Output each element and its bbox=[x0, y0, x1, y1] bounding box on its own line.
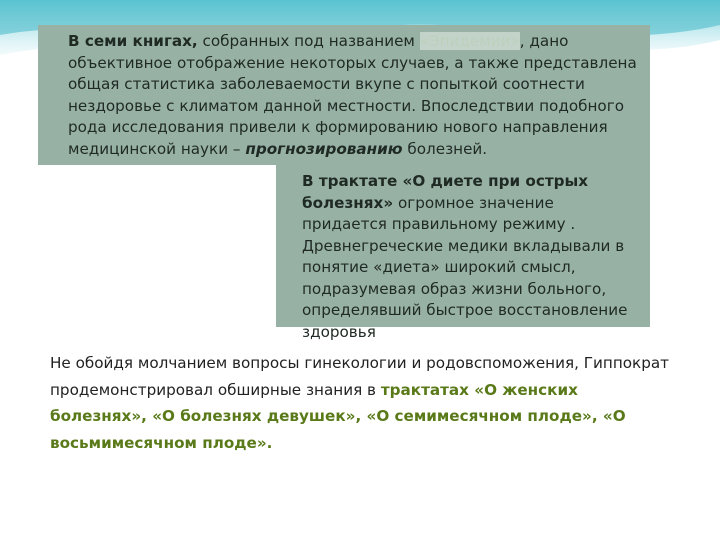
paragraph1-highlight: «Эпидемии» bbox=[419, 32, 520, 50]
paragraph1-text-c: болезней. bbox=[402, 139, 488, 158]
paragraph1-text-a: собранных под названием bbox=[197, 32, 420, 50]
paragraph2-lead: В трактате «О диете при острых болезнях» bbox=[302, 172, 589, 212]
paragraph1-text-b: , дано объективное отображение некоторых случаев, а также представлена общая статистика заболеваемости вкупе с попыткой соотнести нездоровье с климатом данной местности. Впоследствии подобного рода исследования привели к формированию нового направления медицинской науки – bbox=[68, 32, 637, 158]
paragraph-box-epidemics bbox=[38, 25, 650, 165]
paragraph2-text: огромное значение придается правильному режиму . Древнегреческие медики вкладывали в понятие «диета» широкий смысл, подразумевая образ жизни больного, определявший быстрое восстановление здоровья bbox=[302, 193, 628, 341]
paragraph3-text: Не обойдя молчанием вопросы гинекологии и родовспоможения, Гиппократ продемонстрировал обширные знания в bbox=[50, 354, 670, 399]
paragraph3-treatises: трактатах «О женских болезнях», «О болезнях девушек», «О семимесячном плоде», «О восьмимесячном плоде». bbox=[50, 380, 626, 452]
paragraph1-lead: В семи книгах, bbox=[68, 32, 198, 50]
paragraph-gynecology bbox=[50, 350, 670, 456]
paragraph-box-diet bbox=[276, 165, 650, 341]
paragraph1-emphasis: прогнозированию bbox=[245, 139, 403, 158]
